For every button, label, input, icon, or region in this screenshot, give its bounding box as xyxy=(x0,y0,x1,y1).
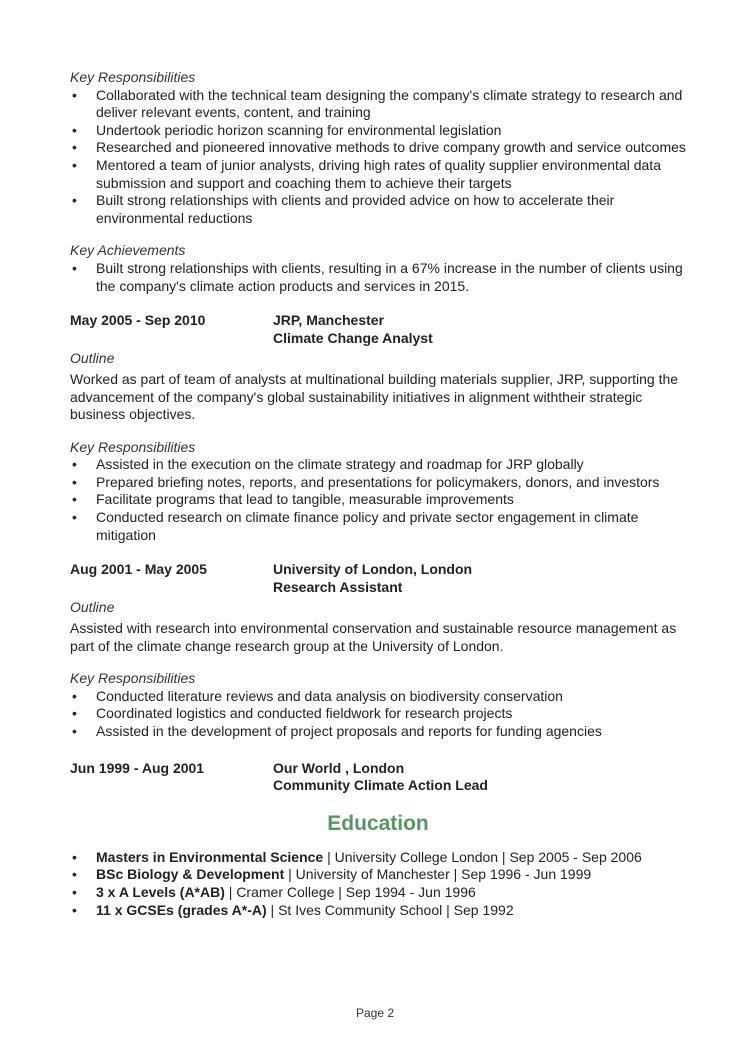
list-item: • Coordinated logistics and conducted fieldwork for research projects xyxy=(70,705,686,723)
list-item: • Researched and pioneered innovative methods to drive company growth and service outcomes xyxy=(70,139,686,157)
job-organisation: University of London, London xyxy=(273,561,473,578)
job-org-role xyxy=(273,561,472,596)
list-item: • Conducted literature reviews and data analysis on biodiversity conservation xyxy=(70,688,686,706)
outline-text: Assisted with research into environmental conservation and sustainable resource management as part of the climate change research group at the University of London. xyxy=(70,620,677,654)
list-item: • Facilitate programs that lead to tangible, measurable improvements xyxy=(70,491,686,509)
key-achievements-label: Key Achievements xyxy=(70,242,186,259)
education-list xyxy=(70,849,686,919)
job-dates: Aug 2001 - May 2005 xyxy=(70,561,207,578)
job-title: Research Assistant xyxy=(273,578,403,595)
list-item: • Built strong relationships with clients and provided advice on how to accelerate their environmental reductions xyxy=(70,192,686,227)
job-title: Community Climate Action Lead xyxy=(273,777,488,794)
outline-label: Outline xyxy=(70,599,115,616)
education-item xyxy=(70,884,686,902)
job-dates: May 2005 - Sep 2010 xyxy=(70,312,206,329)
list-item: • Built strong relationships with clients, resulting in a 67% increase in the number of clients using the company's climate action products and services in 2015. xyxy=(70,260,686,295)
job-organisation: JRP, Manchester xyxy=(273,312,385,329)
key-responsibilities-label: Key Responsibilities xyxy=(70,438,196,455)
list-item: • Prepared briefing notes, reports, and presentations for policymakers, donors, and investors xyxy=(70,474,686,492)
outline-label: Outline xyxy=(70,350,115,367)
education-details: | University of Manchester | Sep 1996 - Jun 1999 xyxy=(284,866,592,883)
job-org-role xyxy=(273,312,433,347)
education-item xyxy=(70,866,686,884)
outline-text: Worked as part of team of analysts at multinational building materials supplier, JRP, supporting the advancement of the company's global sustainability initiatives in alignment withtheir strategic business objectives. xyxy=(70,370,679,423)
page-content xyxy=(70,69,686,919)
achievements-list xyxy=(70,260,686,295)
education-details: | University College London | Sep 2005 - Sep 2006 xyxy=(323,848,642,865)
key-responsibilities-label: Key Responsibilities xyxy=(70,69,196,85)
qualification: 3 x A Levels (A*AB) xyxy=(96,883,225,900)
list-item: • Assisted in the development of project proposals and reports for funding agencies xyxy=(70,723,686,741)
job-dates: Jun 1999 - Aug 2001 xyxy=(70,759,205,776)
job-header xyxy=(70,760,686,795)
job-title: Climate Change Analyst xyxy=(273,329,433,346)
responsibilities-list xyxy=(70,87,686,228)
list-item: • Mentored a team of junior analysts, driving high rates of quality supplier environmental data submission and support and coaching them to achieve their targets xyxy=(70,157,686,192)
key-responsibilities-label: Key Responsibilities xyxy=(70,670,196,687)
job-organisation: Our World , London xyxy=(273,759,405,776)
responsibilities-list xyxy=(70,456,686,544)
qualification: Masters in Environmental Science xyxy=(96,848,324,865)
responsibilities-list xyxy=(70,688,686,741)
list-item: • Collaborated with the technical team designing the company's climate strategy to research and deliver relevant events, content, and training xyxy=(70,87,686,122)
job-header xyxy=(70,312,686,347)
education-item xyxy=(70,849,686,867)
education-details: | Cramer College | Sep 1994 - Jun 1996 xyxy=(224,883,476,900)
list-item: • Conducted research on climate finance policy and private sector engagement in climate mitigation xyxy=(70,509,686,544)
page-number: Page 2 xyxy=(355,1006,395,1020)
list-item: • Undertook periodic horizon scanning for environmental legislation xyxy=(70,122,686,140)
education-item xyxy=(70,902,686,920)
education-heading: Education xyxy=(327,811,429,835)
job-org-role xyxy=(273,760,488,795)
education-details: | St Ives Community School | Sep 1992 xyxy=(266,901,514,918)
qualification: BSc Biology & Development xyxy=(96,866,285,883)
qualification: 11 x GCSEs (grades A*-A) xyxy=(96,901,267,918)
list-item: • Assisted in the execution on the climate strategy and roadmap for JRP globally xyxy=(70,456,686,474)
job-header xyxy=(70,561,686,596)
